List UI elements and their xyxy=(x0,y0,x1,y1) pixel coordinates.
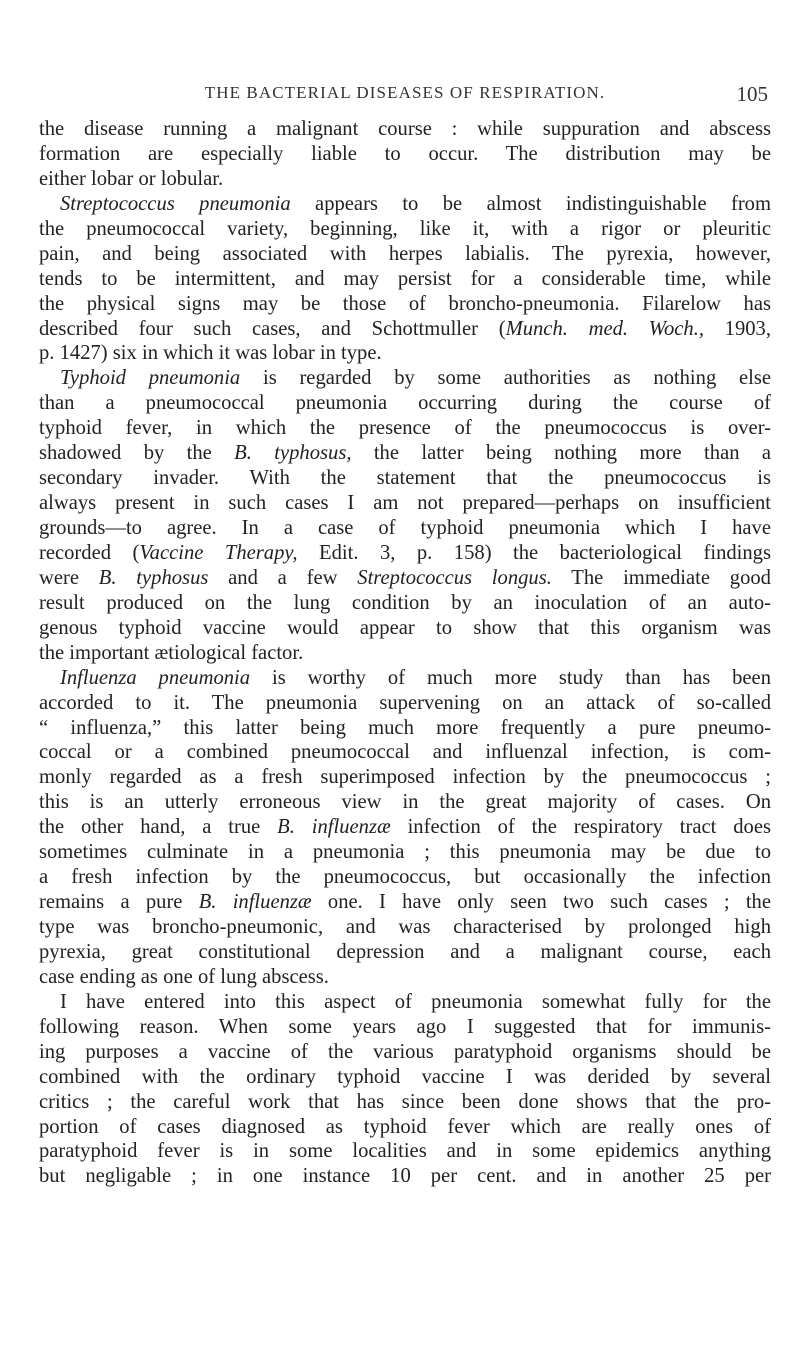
text-segment: tends to be intermittent, and may persist for a considerable time, while xyxy=(39,267,771,290)
text-line xyxy=(39,815,771,840)
text-segment: The immediate good xyxy=(551,566,771,589)
text-line xyxy=(39,990,771,1015)
text-line xyxy=(39,366,771,391)
body-text xyxy=(39,117,771,1189)
text-segment: remains a pure xyxy=(39,891,199,914)
text-segment: pain, and being associated with herpes labialis. The pyrexia, however, xyxy=(39,242,771,265)
text-line xyxy=(39,117,771,142)
running-title: THE BACTERIAL DISEASES OF RESPIRATION. xyxy=(204,83,606,102)
text-segment: but negligable ; in one instance 10 per cent. and in another 25 per xyxy=(39,1165,771,1188)
paragraph xyxy=(39,117,771,192)
text-line xyxy=(39,716,771,741)
text-segment: type was broncho-pneumonic, and was characterised by prolonged high xyxy=(39,916,771,938)
text-line xyxy=(39,142,771,167)
text-segment: genous typhoid vaccine would appear to show that this organism was xyxy=(39,616,771,639)
text-line xyxy=(39,940,771,965)
text-segment: combined with the ordinary typhoid vaccine I was derided by several xyxy=(39,1065,771,1088)
italic-text: Munch. med. Woch., xyxy=(505,317,704,340)
text-segment: infection of the respiratory tract does xyxy=(390,816,771,839)
text-line xyxy=(39,641,771,666)
text-segment: is worthy of much more study than has been xyxy=(250,666,771,689)
text-line xyxy=(39,915,771,940)
text-segment: I have entered into this aspect of pneumonia somewhat fully for the xyxy=(60,990,771,1013)
text-segment: this is an utterly erroneous view in the great majority of cases. On xyxy=(39,791,771,814)
italic-text: B. influenzæ xyxy=(277,816,391,839)
text-segment: the other hand, a true xyxy=(39,816,278,839)
text-line xyxy=(39,1090,771,1115)
text-line xyxy=(39,541,771,566)
text-line xyxy=(39,566,771,591)
text-line xyxy=(39,341,771,366)
text-segment: paratyphoid fever is in some localities and in some epidemics anything xyxy=(39,1140,771,1163)
text-line xyxy=(39,691,771,716)
paragraph xyxy=(39,192,771,367)
text-line xyxy=(39,765,771,790)
text-segment: secondary invader. With the statement that the pneumococcus is xyxy=(39,467,771,490)
text-line xyxy=(39,965,771,990)
text-segment: a fresh infection by the pneumococcus, but occasionally the infection xyxy=(39,866,771,889)
text-line xyxy=(39,740,771,765)
text-line xyxy=(39,516,771,541)
text-line xyxy=(39,192,771,217)
text-line xyxy=(39,466,771,491)
text-segment: one. I have only seen two such cases ; the xyxy=(311,891,771,914)
text-line xyxy=(39,890,771,915)
paragraph xyxy=(39,990,771,1190)
text-segment: is regarded by some authorities as nothing else xyxy=(240,367,772,390)
text-line xyxy=(39,840,771,865)
text-line xyxy=(39,391,771,416)
text-line xyxy=(39,242,771,267)
text-line xyxy=(39,1065,771,1090)
text-segment: p. 1427) six in which it was lobar in type. xyxy=(39,342,382,365)
text-segment: monly regarded as a fresh superimposed infection by the pneumococcus ; xyxy=(39,766,771,789)
text-line xyxy=(39,292,771,317)
text-segment: coccal or a combined pneumococcal and influenzal infection, is com- xyxy=(39,741,771,764)
text-line xyxy=(39,790,771,815)
text-segment: were xyxy=(39,566,99,589)
page-number: 105 xyxy=(736,82,768,106)
text-line xyxy=(39,1040,771,1065)
italic-text: B. influenzæ xyxy=(198,891,312,914)
text-line xyxy=(39,865,771,890)
text-line xyxy=(39,1115,771,1140)
text-line xyxy=(39,416,771,441)
text-line xyxy=(39,167,771,192)
text-segment: appears to be almost indistinguishable from xyxy=(290,192,772,215)
text-segment: ing purposes a vaccine of the various paratyphoid organisms should be xyxy=(39,1040,771,1063)
italic-text: B. typhosus xyxy=(98,566,209,589)
text-segment: than a pneumococcal pneumonia occurring during the course of xyxy=(39,392,771,415)
text-segment: the pneumococcal variety, beginning, like it, with a rigor or pleuritic xyxy=(39,217,771,240)
text-segment: the latter being nothing more than a xyxy=(351,442,771,465)
text-segment: the physical signs may be those of broncho-pneumonia. Filarelow has xyxy=(39,292,771,315)
text-line xyxy=(39,217,771,242)
paragraph xyxy=(39,366,771,665)
italic-text: B. typhosus, xyxy=(234,442,352,465)
text-segment: pyrexia, great constitutional depression and a malignant course, each xyxy=(39,940,771,963)
text-segment: critics ; the careful work that has since been done shows that the pro- xyxy=(39,1090,771,1113)
text-segment: either lobar or lobular. xyxy=(39,167,224,190)
text-segment: typhoid fever, in which the presence of the pneumococcus is over- xyxy=(39,417,771,440)
text-segment: described four such cases, and Schottmuller ( xyxy=(39,317,506,340)
text-segment: shadowed by the xyxy=(39,442,235,465)
text-segment: sometimes culminate in a pneumonia ; this pneumonia may be due to xyxy=(39,841,771,864)
italic-text: Streptococcus longus. xyxy=(357,566,552,589)
text-line xyxy=(39,1164,771,1189)
text-line xyxy=(39,591,771,616)
text-segment: following reason. When some years ago I suggested that for immunis- xyxy=(39,1015,771,1038)
text-line xyxy=(39,616,771,641)
text-segment: portion of cases diagnosed as typhoid fever which are really ones of xyxy=(39,1115,771,1138)
text-line xyxy=(39,1015,771,1040)
italic-text: Typhoid pneumonia xyxy=(60,367,241,390)
text-segment: recorded ( xyxy=(39,541,140,564)
text-line xyxy=(39,491,771,516)
text-line xyxy=(39,267,771,292)
text-segment: Edit. 3, p. 158) the bacteriological findings xyxy=(297,541,771,564)
italic-text: Influenza pneumonia xyxy=(60,666,251,689)
running-header xyxy=(40,83,770,109)
text-segment: accorded to it. The pneumonia supervening on an attack of so-called xyxy=(39,691,771,714)
text-segment: case ending as one of lung abscess. xyxy=(39,965,329,988)
text-segment: 1903, xyxy=(704,317,772,340)
paragraph xyxy=(39,666,771,990)
text-segment: “ influenza,” this latter being much more frequently a pure pneumo- xyxy=(39,716,771,739)
text-segment: the important ætiological factor. xyxy=(39,641,304,664)
italic-text: Streptococcus pneumonia xyxy=(60,192,291,215)
text-segment: formation are especially liable to occur. The distribution may be xyxy=(39,142,771,165)
italic-text: Vaccine Therapy, xyxy=(139,541,298,564)
text-line xyxy=(39,666,771,691)
text-segment: result produced on the lung condition by an inoculation of an auto- xyxy=(39,591,771,614)
text-segment: always present in such cases I am not prepared—perhaps on insufficient xyxy=(39,492,771,515)
text-line xyxy=(39,1139,771,1164)
text-line xyxy=(39,317,771,342)
text-line xyxy=(39,441,771,466)
text-segment: and a few xyxy=(208,566,358,589)
text-segment: the disease running a malignant course : while suppuration and abscess xyxy=(39,118,771,140)
text-segment: grounds—to agree. In a case of typhoid pneumonia which I have xyxy=(39,517,771,539)
